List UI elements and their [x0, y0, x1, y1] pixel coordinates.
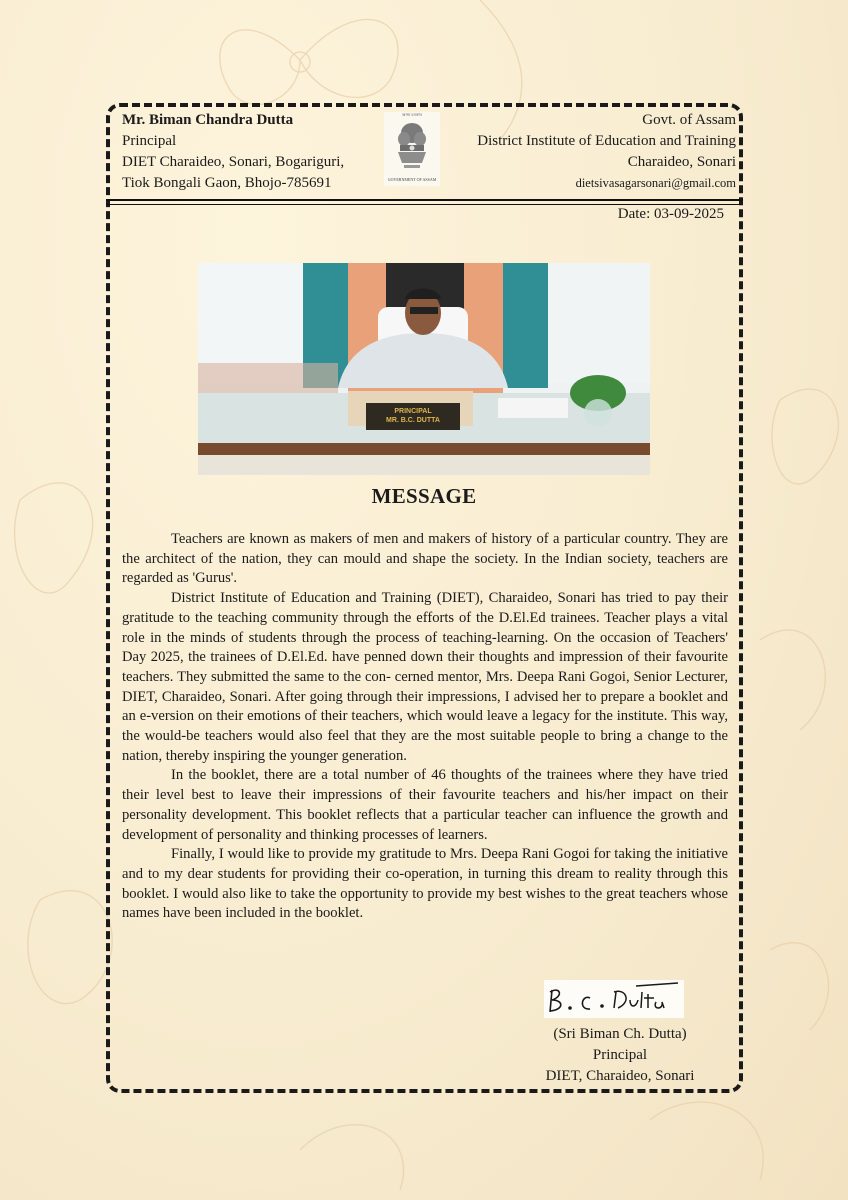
emblem-caption-top: অসম চৰকাৰ	[402, 112, 422, 117]
nameplate-line1: PRINCIPAL	[394, 408, 432, 415]
message-title: MESSAGE	[371, 484, 477, 508]
state-emblem	[384, 112, 440, 186]
emblem-lion-capital-icon	[392, 119, 432, 177]
header-divider	[106, 199, 743, 205]
message-body	[122, 530, 728, 924]
signatory-designation: Principal	[592, 1047, 648, 1063]
nameplate-line2: MR. B.C. DUTTA	[386, 417, 440, 424]
letterhead	[122, 110, 736, 198]
message-paragraph-2: District Institute of Education and Training (DIET), Charaideo, Sonari has tried to pay their gratitude to the teaching community through the efforts of the D.El.Ed trainees. Teacher plays a vital role in the minds of students through the process of teaching-learning. On the occasion of Teachers' Day 2025, the trainees of D.El.Ed. have penned down their thoughts and impression of their favourite teachers. They submitted the same to the con- cerned mentor, Mrs. Deepa Rani Gogoi, Senior Lecturer, DIET, Charaideo, Sonari. After going through their impressions, I advised her to prepare a booklet and an e-version on their emotions of their teachers, which would leave a legacy for the institute. This way, the would-be teachers would also feel that they are the most suitable people to bring a change to the nation, thereby inspiring the younger generation.	[122, 590, 728, 764]
org-government: Govt. of Assam	[642, 112, 736, 128]
letter-date: Date: 03-09-2025	[617, 206, 724, 222]
org-email[interactable]: dietsivasagarsonari@gmail.com	[575, 176, 736, 190]
signoff-block	[510, 1024, 730, 1087]
sender-block	[122, 110, 344, 194]
message-paragraph-1: Teachers are known as makers of men and makers of history of a particular country. They are the architect of the nation, they can mould and shape the society. In the Indian society, teachers are regarded as 'Gurus'.	[122, 531, 728, 587]
org-location: Charaideo, Sonari	[627, 154, 736, 170]
handwritten-signature	[544, 980, 684, 1018]
org-name: District Institute of Education and Training	[477, 133, 736, 149]
signatory-office: DIET, Charaideo, Sonari	[545, 1068, 695, 1084]
emblem-caption-bottom: GOVERNMENT OF ASSAM	[387, 177, 437, 182]
message-paragraph-4: Finally, I would like to provide my gratitude to Mrs. Deepa Rani Gogoi for taking the initiative and to my dear students for providing their co-operation, in turning this dream to reality through this booklet. I would also like to take the opportunity to provide my best wishes to the great teachers whose names have been included in the booklet.	[122, 846, 728, 922]
signatory-name: (Sri Biman Ch. Dutta)	[553, 1026, 687, 1042]
sender-designation: Principal	[122, 133, 177, 149]
principal-photo	[198, 263, 650, 475]
sender-name: Mr. Biman Chandra Dutta	[122, 112, 294, 128]
organization-block	[477, 110, 736, 194]
sender-address-line2: Tiok Bongali Gaon, Bhojo-785691	[122, 175, 332, 191]
sender-address-line1: DIET Charaideo, Sonari, Bogariguri,	[122, 154, 345, 170]
message-paragraph-3: In the booklet, there are a total number of 46 thoughts of the trainees where they have tried their level best to leave their impressions of their favourite teachers and his/her impact on their personality development. This booklet reflects that a particular teacher can influence the growth and development of personality and thinking processes of learners.	[122, 767, 728, 843]
